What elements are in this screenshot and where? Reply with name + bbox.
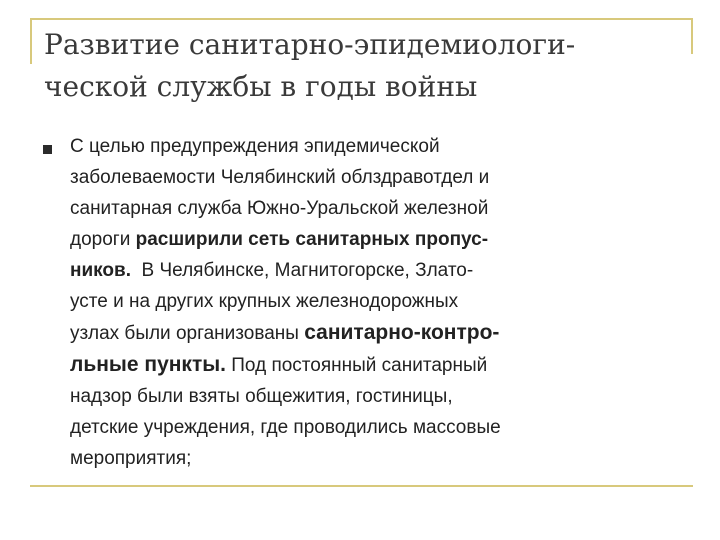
- frame-right-line: [691, 18, 693, 54]
- body-line-7-regular: узлах были организованы: [70, 323, 305, 344]
- body-line-5: [70, 255, 680, 286]
- body-line-4: [70, 224, 680, 255]
- body-line-7: [70, 317, 680, 349]
- body-line-10: детские учреждения, где проводились массовые: [70, 417, 501, 438]
- slide-title: [44, 24, 674, 108]
- body-line-9: надзор были взяты общежития, гостиницы,: [70, 386, 453, 407]
- square-bullet-icon: [43, 145, 52, 154]
- body-line-8: [70, 349, 680, 381]
- body-line-5-bold: ников.: [70, 260, 131, 281]
- body-line-5-regular: В Челябинске, Магнитогорске, Злато-: [130, 260, 474, 281]
- bullet-paragraph: [70, 131, 680, 474]
- body-line-6: усте и на других крупных железнодорожных: [70, 291, 459, 312]
- body-line-4-regular: дороги: [70, 229, 136, 250]
- body-line-7-bold: санитарно-контро-: [304, 321, 500, 344]
- body-line-8-bold: льные пункты.: [70, 353, 226, 376]
- body-line-4-bold: расширили сеть санитарных пропус-: [135, 229, 489, 250]
- title-line-1: Развитие санитарно-эпидемиологи-: [44, 28, 576, 61]
- frame-bottom-line: [30, 485, 693, 487]
- body-line-2: заболеваемости Челябинский облздравотдел и: [70, 167, 490, 188]
- title-line-2: ческой службы в годы войны: [44, 70, 478, 103]
- body-line-3: санитарная служба Южно-Уральской железной: [70, 198, 489, 219]
- body-line-11: мероприятия;: [70, 448, 192, 469]
- body-line-8-regular: Под постоянный санитарный: [226, 355, 488, 376]
- frame-top-line: [30, 18, 693, 20]
- body-line-1: С целью предупреждения эпидемической: [70, 136, 440, 157]
- frame-left-line: [30, 18, 32, 64]
